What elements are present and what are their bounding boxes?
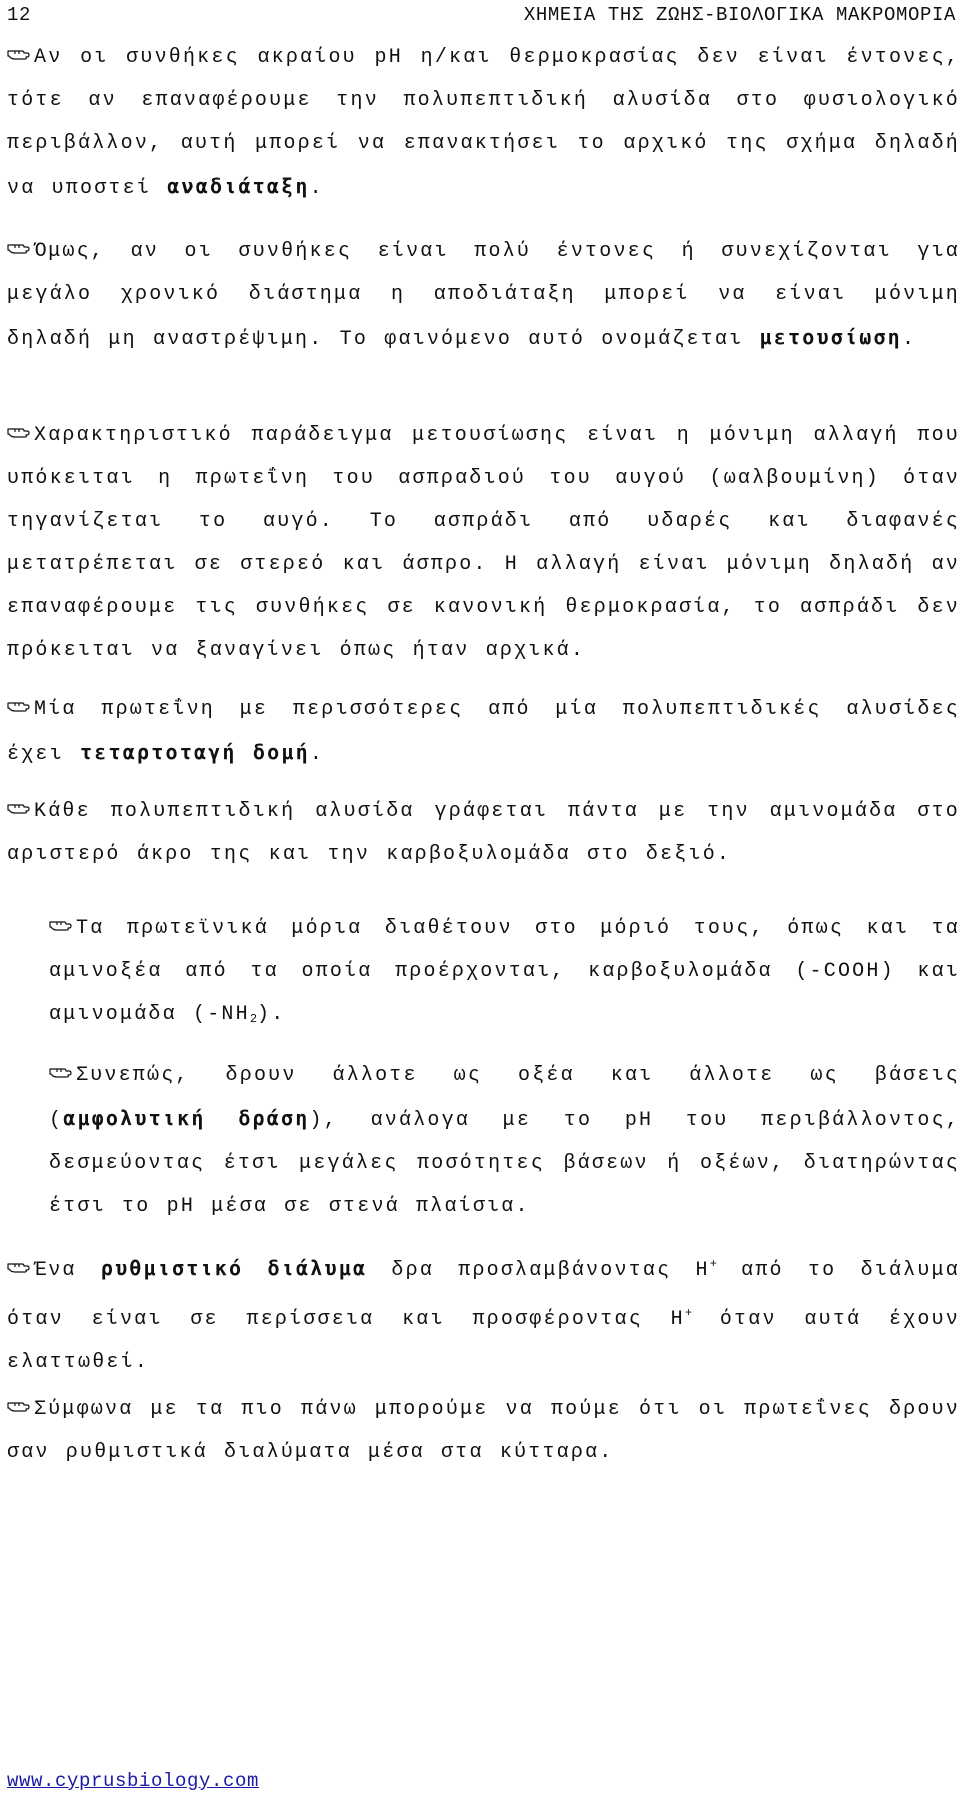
pointing-hand-icon	[7, 1398, 33, 1412]
pointing-hand-icon	[7, 46, 33, 60]
paragraph-text: Αν οι συνθήκες ακραίου pH η/και θερμοκρασίας δεν είναι έντονες, τότε αν επαναφέρουμε την πολυπεπτιδική αλυσίδα στο φυσιολογικό περιβάλλον, αυτή μπορεί να επανακτήσει το αρχικό της σχήμα δηλαδή να υποστεί	[7, 46, 960, 200]
paragraph-text: Μία πρωτεΐνη με περισσότερες από μία πολυπεπτιδικές αλυσίδες έχει	[7, 698, 960, 766]
page-header	[7, 4, 960, 28]
term-amphoteric-action: αμφολυτική δράση	[63, 1106, 310, 1130]
paragraph-functional-groups	[49, 907, 960, 1041]
paragraph-text: .	[309, 743, 325, 766]
paragraph-text: Συνεπώς, δρουν άλλοτε ως οξέα και άλλοτε ως βάσεις (	[49, 1064, 960, 1132]
paragraph-text: Σύμφωνα με τα πιο πάνω μπορούμε να πούμε ότι οι πρωτεΐνες δρουν σαν ρυθμιστικά διαλύματα μέσα στα κύτταρα.	[7, 1398, 960, 1464]
paragraph-egg-example	[7, 414, 960, 672]
paragraph-text: ), ανάλογα με το pH του περιβάλλοντος, δεσμεύοντας έτσι μεγάλες ποσότητες βάσεων ή οξέων, διατηρώντας έτσι το pH μέσα σε στενά πλαίσια.	[49, 1109, 960, 1218]
pointing-hand-icon	[7, 424, 33, 438]
superscript-plus: +	[684, 1306, 693, 1320]
subscript-two: 2	[249, 1012, 258, 1026]
paragraph-text: .	[901, 328, 917, 351]
pointing-hand-icon	[7, 240, 33, 254]
paragraph-text: όταν αυτά έχουν ελαττωθεί.	[7, 1308, 960, 1374]
pointing-hand-icon	[7, 1259, 33, 1273]
paragraph-text: Όμως, αν οι συνθήκες είναι πολύ έντονες ή συνεχίζονται για μεγάλο χρονικό διάστημα η αποδιάταξη μπορεί να είναι μόνιμη δηλαδή μη αναστρέψιμη. Το φαινόμενο αυτό ονομάζεται	[7, 240, 960, 351]
term-quaternary-structure: τεταρτοταγή δομή	[80, 740, 310, 764]
superscript-plus: +	[709, 1257, 717, 1271]
paragraph-text: από το διάλυμα όταν είναι σε περίσσεια και προσφέροντας H	[7, 1259, 960, 1331]
term-buffer-solution: ρυθμιστικό διάλυμα	[100, 1256, 368, 1280]
paragraph-text: Ένα	[34, 1259, 101, 1282]
pointing-hand-icon	[49, 1064, 75, 1078]
paragraph-conclusion	[7, 1388, 960, 1474]
paragraph-text: .	[309, 177, 324, 200]
footer-website-link[interactable]: www.cyprusbiology.com	[7, 1770, 260, 1792]
document-page	[7, 0, 960, 1809]
paragraph-text: Χαρακτηριστικό παράδειγμα μετουσίωσης είναι η μόνιμη αλλαγή που υπόκειται η πρωτεΐνη του ασπραδιού του αυγού (ωαλβουμίνη) όταν τηγανίζεται το αυγό. Το ασπράδι από υδαρές και διαφανές μετατρέπεται σε στερεό και άσπρο. Η αλλαγή είναι μόνιμη δηλαδή αν επαναφέρουμε τις συνθήκες σε κανονική θερμοκρασία, το ασπράδι δεν πρόκειται να ξαναγίνει όπως ήταν αρχικά.	[7, 424, 960, 662]
paragraph-amphoteric	[49, 1054, 960, 1228]
paragraph-chain-orientation	[7, 790, 960, 876]
paragraph-denaturation	[7, 230, 960, 361]
term-renaturation: αναδιάταξη	[167, 174, 310, 198]
page-number: 12	[7, 4, 32, 26]
term-denaturation: μετουσίωση	[759, 325, 902, 349]
paragraph-text: Κάθε πολυπεπτιδική αλυσίδα γράφεται πάντα με την αμινομάδα στο αριστερό άκρο της και την καρβοξυλομάδα στο δεξιό.	[7, 800, 960, 866]
paragraph-buffer-solution	[7, 1243, 960, 1384]
paragraph-text: δρα προσλαμβάνοντας H	[367, 1259, 710, 1282]
running-title: ΧΗΜΕΙΑ ΤΗΣ ΖΩΗΣ-ΒΙΟΛΟΓΙΚΑ ΜΑΚΡΟΜΟΡΙΑ	[523, 4, 956, 26]
pointing-hand-icon	[49, 917, 75, 931]
paragraph-quaternary-structure	[7, 688, 960, 776]
paragraph-text: Τα πρωτεϊνικά μόρια διαθέτουν στο μόριό τους, όπως και τα αμινοξέα από τα οποία προέρχονται, καρβοξυλομάδα (-COOH) και αμινομάδα (-NH	[49, 917, 960, 1026]
paragraph-renaturation	[7, 36, 960, 210]
paragraph-text: ).	[257, 1003, 286, 1026]
pointing-hand-icon	[7, 800, 33, 814]
pointing-hand-icon	[7, 698, 33, 712]
